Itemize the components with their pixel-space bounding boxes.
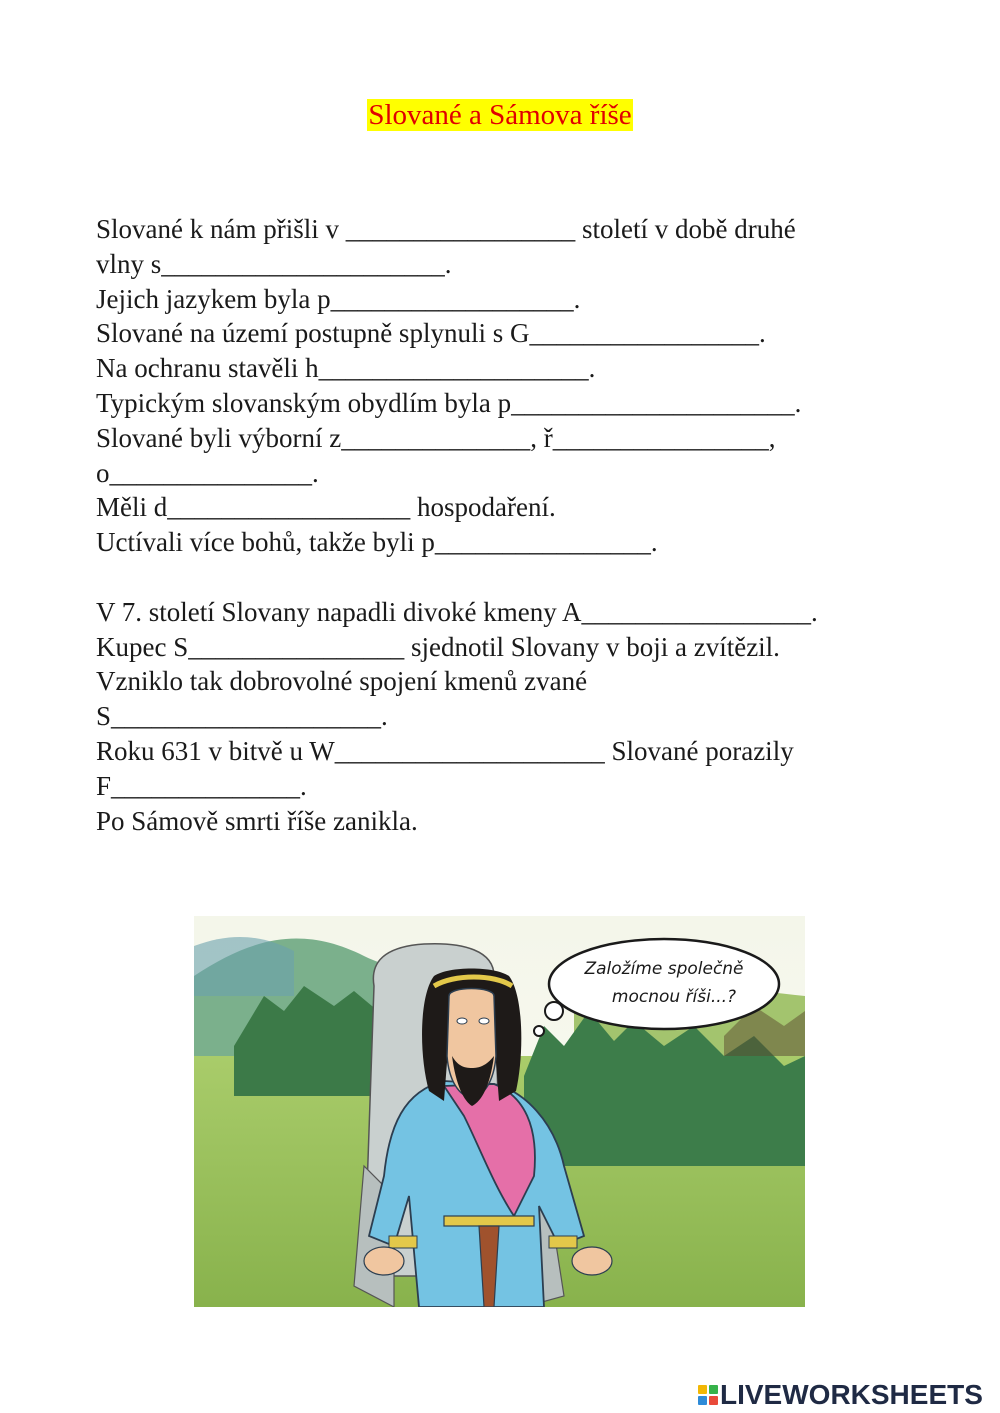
text-line: Slované byli výborní z______________, ř________________, [96,422,776,453]
text-line: Roku 631 v bitvě u W____________________ Slované porazily [96,735,794,766]
logo-blocks-icon [698,1385,718,1405]
samo-illustration [194,916,805,1307]
cuff-left [389,1236,417,1248]
text-line: S____________________. [96,701,388,732]
text-line: Kupec S________________ sjednotil Slovany v boji a zvítězil. [96,631,780,662]
text-line: Slované k nám přišli v _________________ století v době druhé [96,214,796,244]
text-line: V 7. století Slovany napadli divoké kmeny A_________________. [96,596,818,627]
thought-dot-small [534,1026,544,1036]
text-line: Typickým slovanským obydlím byla p_____________________. [96,387,802,418]
worksheet-title-text: Slované a Sámova říše [368,99,632,131]
worksheet-title [0,95,1000,135]
logo-block [698,1396,707,1405]
text-line: Měli d__________________ hospodaření. [96,492,556,523]
text-line: Po Sámově smrti říše zanikla. [96,805,418,836]
speech-line-1: Založíme společně [584,959,744,979]
thought-bubble [549,939,779,1029]
text-line: o_______________. [96,457,319,488]
samo-illustration-svg [194,916,805,1307]
logo-block [709,1396,718,1405]
thought-dot-large [545,1002,563,1020]
hand-right [572,1247,612,1275]
worksheet-body [96,212,936,838]
text-line: Na ochranu stavěli h____________________. [96,353,596,384]
eye-right [479,1018,489,1024]
eye-left [457,1018,467,1024]
logo-text: LIVEWORKSHEETS [720,1379,983,1410]
distant-hill [194,937,294,996]
belt [444,1216,534,1226]
cuff-right [549,1236,577,1248]
text-line: Uctívali více bohů, takže byli p________________. [96,527,658,558]
liveworksheets-logo [698,1378,983,1412]
speech-line-2: mocnou říši...? [611,987,737,1007]
text-line: F______________. [96,770,307,801]
text-line: Slované na území postupně splynuli s G_________________. [96,318,766,349]
logo-block [698,1385,707,1394]
logo-block [709,1385,718,1394]
text-line: Vzniklo tak dobrovolné spojení kmenů zvané [96,666,588,697]
hand-left [364,1247,404,1275]
text-line: Jejich jazykem byla p__________________. [96,283,581,314]
paragraph-gap [96,560,936,595]
text-line: vlny s_____________________. [96,248,452,279]
